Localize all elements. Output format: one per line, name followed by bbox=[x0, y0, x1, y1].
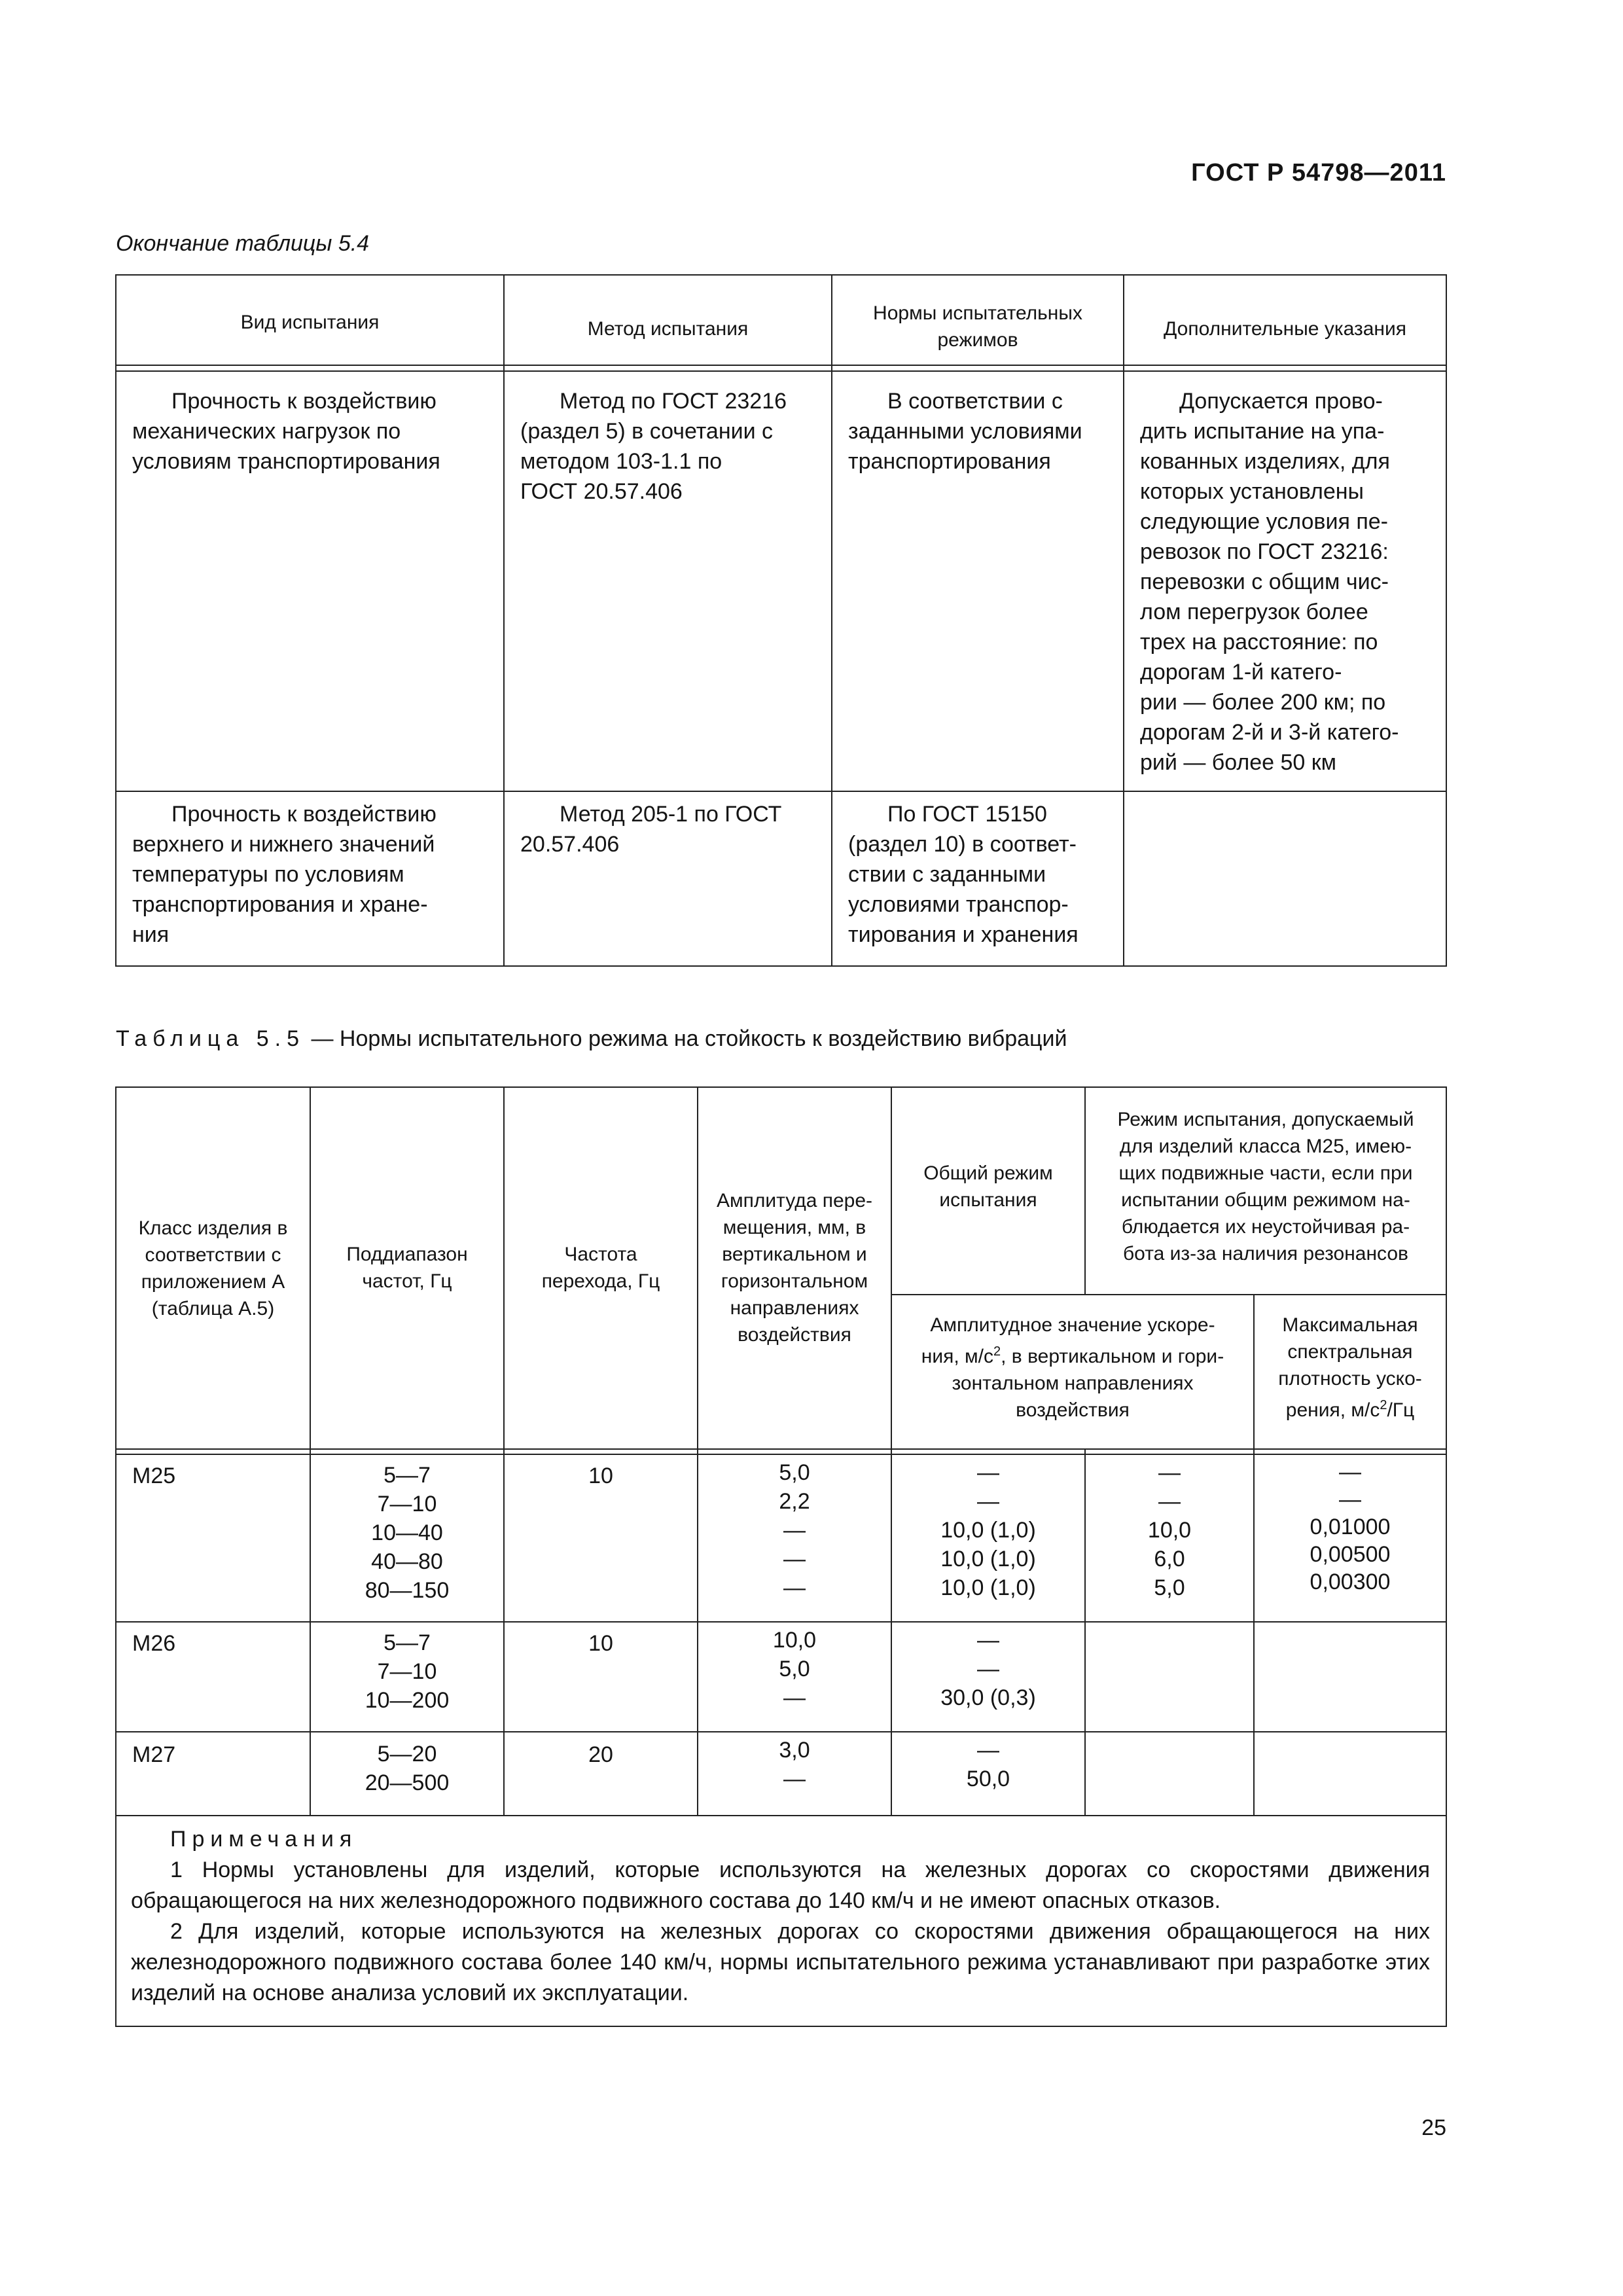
table-caption: Окончание таблицы 5.4 bbox=[116, 231, 370, 256]
document-code: ГОСТ Р 54798—2011 bbox=[1191, 159, 1446, 187]
t55-header-amplitude: Амплитуда пере- мещения, мм, в вертикальном и горизонтальном направлениях воздействия bbox=[716, 1190, 873, 1346]
general-value: — bbox=[977, 1738, 999, 1763]
t55-m27-class: М27 bbox=[132, 1742, 176, 1767]
t55-m26-class: М26 bbox=[132, 1631, 176, 1656]
t55-m27-general bbox=[891, 1736, 1085, 1793]
accel-value: 5,0 bbox=[1154, 1575, 1185, 1600]
spectral-value: — bbox=[1339, 1460, 1361, 1484]
notes-title: Примечания bbox=[170, 1827, 358, 1852]
subrange-value: 10—40 bbox=[371, 1520, 443, 1545]
t55-header-transition: Частота перехода, Гц bbox=[541, 1244, 660, 1292]
t55-header-general-mode: Общий режим испытания bbox=[923, 1162, 1053, 1211]
t54-row1-method: Метод по ГОСТ 23216 (раздел 5) в сочетании с методом 103-1.1 по ГОСТ 20.57.406 bbox=[520, 389, 787, 504]
table-5-5-label: Таблица 5.5 bbox=[116, 1026, 306, 1051]
t55-m26-transition: 10 bbox=[588, 1631, 613, 1656]
t55-m26-subranges bbox=[310, 1628, 504, 1715]
general-value: 30,0 (0,3) bbox=[940, 1685, 1036, 1710]
t55-m27-transition: 20 bbox=[588, 1742, 613, 1767]
t54-header-method: Метод испытания bbox=[587, 318, 749, 340]
subrange-value: 5—7 bbox=[383, 1630, 431, 1655]
general-value: — bbox=[977, 1460, 999, 1485]
general-value: 10,0 (1,0) bbox=[940, 1547, 1036, 1571]
subrange-value: 10—200 bbox=[365, 1688, 450, 1713]
t55-header-subrange: Поддиапазон частот, Гц bbox=[346, 1244, 468, 1292]
t55-header-class: Класс изделия в соответствии с приложением А (таблица А.5) bbox=[138, 1217, 288, 1319]
t55-m25-transition: 10 bbox=[588, 1463, 613, 1488]
accel-value: 10,0 bbox=[1147, 1518, 1192, 1543]
spectral-value: — bbox=[1339, 1487, 1361, 1512]
table-notes bbox=[131, 1824, 1430, 2009]
table-5-5-title-text: — Нормы испытательного режима на стойкость к воздействию вибраций bbox=[305, 1026, 1067, 1051]
subrange-value: 40—80 bbox=[371, 1549, 443, 1574]
amplitude-value: 5,0 bbox=[779, 1460, 810, 1485]
subrange-value: 80—150 bbox=[365, 1578, 450, 1603]
spectral-value: 0,00300 bbox=[1310, 1570, 1391, 1594]
accel-value: — bbox=[1158, 1460, 1181, 1485]
t54-header-test-type: Вид испытания bbox=[240, 312, 380, 333]
t54-row1-notes: Допускается прово- дить испытание на упа- кованных изделиях, для которых установлены следующие условия пе- ревозок по ГОСТ 23216: перевозки с общим чис- лом перегрузок более трех на расстояние: по дорогам 1-й катего- рии — более 200 км; по дорогам 2-й и 3-й катего- рий — более 50 км bbox=[1140, 389, 1399, 775]
t55-m26-general bbox=[891, 1626, 1085, 1712]
page-number: 25 bbox=[1421, 2115, 1446, 2140]
amplitude-value: — bbox=[783, 1518, 806, 1543]
t54-header-notes: Дополнительные указания bbox=[1164, 318, 1406, 340]
t54-row2-method: Метод 205-1 по ГОСТ 20.57.406 bbox=[520, 802, 782, 857]
general-value: — bbox=[977, 1489, 999, 1514]
general-value: 50,0 bbox=[966, 1767, 1010, 1791]
t55-m25-amplitude bbox=[698, 1458, 891, 1602]
subrange-value: 7—10 bbox=[377, 1492, 437, 1516]
t55-m27-subranges bbox=[310, 1740, 504, 1797]
spectral-value: 0,01000 bbox=[1310, 1515, 1391, 1539]
amplitude-value: 10,0 bbox=[772, 1628, 817, 1653]
general-value: 10,0 (1,0) bbox=[940, 1575, 1036, 1600]
general-value: 10,0 (1,0) bbox=[940, 1518, 1036, 1543]
t55-header-m25-mode: Режим испытания, допускаемый для изделий класса М25, имею- щих подвижные части, если при испытании общим режимом на- блюдается их неустойчивая ра- бота из-за наличия резонансов bbox=[1117, 1109, 1414, 1265]
note-2: 2 Для изделий, которые используются на железных дорогах со скоростями движения обращающегося на них железнодорожного подвижного состава более 140 км/ч, нормы испытательного режима устанавливают при разработке этих изделий на основе анализа условий их эксплуатации. bbox=[131, 1919, 1430, 2005]
general-value: — bbox=[977, 1628, 999, 1653]
spectral-value: 0,00500 bbox=[1310, 1542, 1391, 1567]
t55-m26-amplitude bbox=[698, 1626, 891, 1712]
t54-header-norms: Нормы испытательных режимов bbox=[873, 302, 1082, 351]
amplitude-value: — bbox=[783, 1547, 806, 1571]
amplitude-value: 5,0 bbox=[779, 1657, 810, 1681]
t54-row1-norms: В соответствии с заданными условиями транспортирования bbox=[848, 389, 1082, 474]
t55-header-spectral-density: Максимальная спектральная плотность уско- рения, $м/с^2/Гц$ bbox=[1278, 1314, 1422, 1421]
t54-row2-test-type: Прочность к воздействию верхнего и нижнего значений температуры по условиям транспортирования и хране- ния bbox=[132, 802, 437, 947]
t54-row1-test-type: Прочность к воздействию механических нагрузок по условиям транспортирования bbox=[132, 389, 440, 474]
t55-m25-subranges bbox=[310, 1461, 504, 1605]
subrange-value: 7—10 bbox=[377, 1659, 437, 1684]
t54-row2-norms: По ГОСТ 15150 (раздел 10) в соответ- ствии с заданными условиями транспор- тирования и хранения bbox=[848, 802, 1079, 947]
table-5-5-title bbox=[116, 1026, 1067, 1052]
t55-m25-general bbox=[891, 1458, 1085, 1602]
t55-m27-amplitude bbox=[698, 1736, 891, 1793]
amplitude-value: — bbox=[783, 1767, 806, 1791]
subrange-value: 5—20 bbox=[377, 1742, 437, 1767]
amplitude-value: — bbox=[783, 1685, 806, 1710]
t55-m25-spectral bbox=[1254, 1458, 1446, 1596]
amplitude-value: — bbox=[783, 1575, 806, 1600]
amplitude-value: 2,2 bbox=[779, 1489, 810, 1514]
accel-value: 6,0 bbox=[1154, 1547, 1185, 1571]
note-1: 1 Нормы установлены для изделий, которые используются на железных дорогах со скоростями движения обращающегося на них железнодорожного подвижного состава до 140 км/ч и не имеют опасных отказов. bbox=[131, 1857, 1430, 1913]
t55-m25-accel bbox=[1085, 1458, 1254, 1602]
amplitude-value: 3,0 bbox=[779, 1738, 810, 1763]
general-value: — bbox=[977, 1657, 999, 1681]
subrange-value: 5—7 bbox=[383, 1463, 431, 1488]
subrange-value: 20—500 bbox=[365, 1770, 450, 1795]
accel-value: — bbox=[1158, 1489, 1181, 1514]
t55-header-accel-amplitude: Амплитудное значение ускоре- ния, $м/с^2$, в вертикальном и гори- зонтальном направлениях воздействия bbox=[921, 1314, 1224, 1421]
t55-m25-class: М25 bbox=[132, 1463, 176, 1488]
